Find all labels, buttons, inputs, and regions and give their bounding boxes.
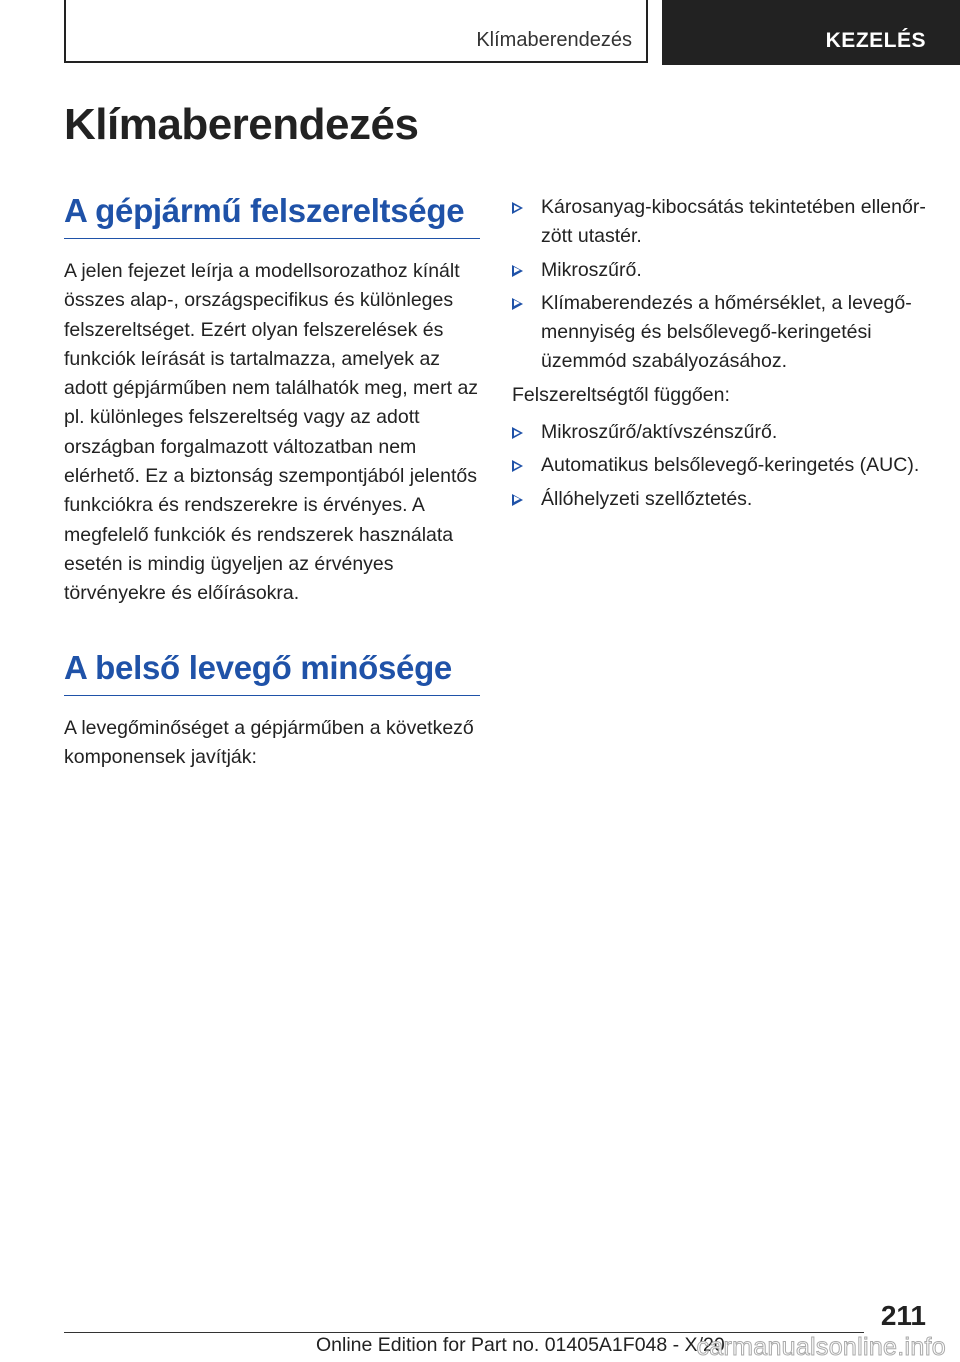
list-item: Klímaberendezés a hőmérséklet, a levegőmennyiség és belsőlevegő-keringetési üzemmód szabályozásához. — [512, 289, 930, 377]
triangle-bullet-icon — [512, 298, 523, 310]
list-item: Mikroszűrő. — [512, 256, 930, 285]
header-chapter-label: KEZELÉS — [825, 29, 926, 52]
page-number: 211 — [880, 1300, 926, 1331]
triangle-bullet-icon — [512, 460, 523, 472]
footer-edition: Online Edition for Part no. 01405A1F048 - X/20 — [316, 1334, 725, 1356]
air-quality-paragraph: A levegőminőséget a gépjárműben a következő komponensek javítják: — [64, 716, 474, 768]
right-column — [512, 193, 930, 518]
list-item: Állóhelyzeti szellőztetés. — [512, 485, 930, 514]
air-quality-section — [64, 649, 480, 773]
dependent-label: Felszereltségtől függően: — [512, 383, 730, 406]
optional-components-list — [512, 418, 930, 514]
triangle-bullet-icon — [512, 202, 523, 214]
equipment-paragraph: A jelen fejezet leírja a modellsorozathoz kínált összes alap-, országspecifikus és különleges felszereltséget. Ezért olyan felszerelések és funkciók leírását is tartalmazza, amelyek az adott gépjárműben nem találhatók meg, mert az pl. különleges felszereltség vagy az adott országban forgalmazott változatban nem elérhető. Ez a biztonság szempontjából jelentős funkciókra és rendszerekre is érvényes. A megfelelő funkciók és rendszerek használata esetén is mindig ügyeljen az érvényes törvényekre és előírásokra. — [64, 260, 479, 605]
triangle-bullet-icon — [512, 494, 523, 506]
watermark: carmanualsonline.info — [696, 1333, 946, 1361]
section-heading-equipment: A gépjármű felszereltsége — [64, 192, 480, 239]
list-item: Károsanyag-kibocsátás tekintetében ellenőrzött utastér. — [512, 193, 930, 252]
header-section-box — [64, 0, 648, 63]
triangle-bullet-icon — [512, 427, 523, 439]
triangle-bullet-icon — [512, 265, 523, 277]
list-item: Automatikus belsőlevegő-keringetés (AUC). — [512, 451, 930, 480]
page-title: Klímaberendezés — [64, 100, 419, 149]
left-column — [64, 192, 480, 772]
section-heading-air-quality: A belső levegő minősége — [64, 649, 480, 696]
header-section-title: Klímaberendezés — [476, 29, 632, 51]
components-list — [512, 193, 930, 377]
header-chapter-tab — [662, 0, 960, 65]
list-item: Mikroszűrő/aktívszénszűrő. — [512, 418, 930, 447]
